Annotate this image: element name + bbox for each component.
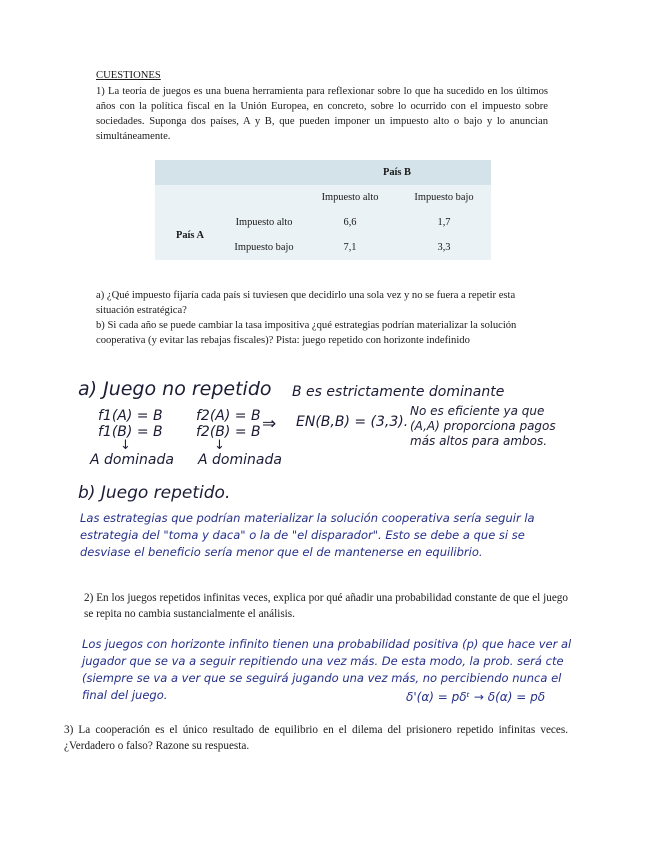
- question-1-parts: [96, 288, 548, 348]
- hw-arrow-2: ↓: [214, 438, 225, 453]
- hw-dominated-1: A dominada: [90, 452, 174, 468]
- hw-a-label: a) Juego no repetido: [78, 378, 272, 400]
- payoff-cell: 7,1: [303, 235, 397, 260]
- hw-2-formula: δ'(α) = pδᵗ → δ(α) = pδ: [406, 690, 546, 704]
- question-1b: b) Si cada año se puede cambiar la tasa impositiva ¿qué estrategias podrían materializar la solución cooperativa (y evitar las rebajas fiscales)? Pista: juego repetido con horizonte indefinido: [96, 320, 517, 346]
- col-strategy-high: Impuesto alto: [303, 185, 397, 210]
- question-1-text: 1) La teoría de juegos es una buena herramienta para reflexionar sobre lo que ha sucedido en los últimos años con la política fiscal en la Unión Europea, en concreto, sobre lo ocurrido con el impuesto sobre sociedades. Suponga dos países, A y B, que pueden imponer un impuesto alto o bajo y lo anuncian simultáneamente.: [96, 86, 548, 142]
- matrix-corner-1: [155, 160, 225, 185]
- question-2-text: 2) En los juegos repetidos infinitas veces, explica por qué añadir una probabilidad constante de que el juego se repita no cambia sustancialmente el análisis.: [84, 592, 568, 620]
- payoff-cell: 1,7: [397, 210, 491, 235]
- hw-f1a: f1(A) = B: [98, 408, 163, 424]
- row-strategy-low: Impuesto bajo: [225, 235, 303, 260]
- page-heading: CUESTIONES: [96, 70, 161, 81]
- hw-b-label: b) Juego repetido.: [78, 483, 231, 503]
- col-strategy-low: Impuesto bajo: [397, 185, 491, 210]
- hw-2-answer: Los juegos con horizonte infinito tienen una probabilidad positiva (p) que hace ver al jugador que se va a seguir repitiendo una vez más. De esta modo, la prob. será cte (siempre se va a ver que se seguirá jugando una vez más, no percibiendo nunca el final del juego.: [82, 637, 572, 702]
- hw-dominated-2: A dominada: [198, 452, 282, 468]
- col-player-label: País B: [303, 160, 491, 185]
- row-strategy-high: Impuesto alto: [225, 210, 303, 235]
- payoff-matrix: [155, 160, 491, 260]
- hw-efficiency-note: No es eficiente ya que (A,A) proporciona pagos más altos para ambos.: [410, 404, 556, 448]
- question-3-text: 3) La cooperación es el único resultado de equilibrio en el dilema del prisionero repetido infinitas veces. ¿Verdadero o falso? Razone su respuesta.: [64, 724, 568, 752]
- matrix-blank-2: [225, 185, 303, 210]
- payoff-cell: 6,6: [303, 210, 397, 235]
- hw-f2a: f2(A) = B: [196, 408, 261, 424]
- hw-strict-dominant: B es estrictamente dominante: [292, 384, 505, 400]
- hw-nash-equilibrium: EN(B,B) = (3,3).: [296, 414, 409, 430]
- matrix-blank-1: [155, 185, 225, 210]
- question-1a: a) ¿Qué impuesto fijaría cada país si tuviesen que decidirlo una sola vez y no se fuera a repetir esta situación estratégica?: [96, 290, 516, 316]
- hw-arrow-1: ↓: [120, 438, 131, 453]
- hw-implies-arrow: ⇒: [262, 414, 277, 434]
- row-player-label: País A: [155, 210, 225, 260]
- hw-f2b: f2(B) = B: [196, 424, 261, 440]
- matrix-corner-2: [225, 160, 303, 185]
- hw-b-answer: Las estrategias que podrían materializar la solución cooperativa sería seguir la estrategia del "toma y daca" o la de "el disparador". Esto se debe a que si se desviase el beneficio sería menor que el de mantenerse en equilibrio.: [80, 511, 535, 559]
- hw-f1b: f1(B) = B: [98, 424, 163, 440]
- payoff-cell: 3,3: [397, 235, 491, 260]
